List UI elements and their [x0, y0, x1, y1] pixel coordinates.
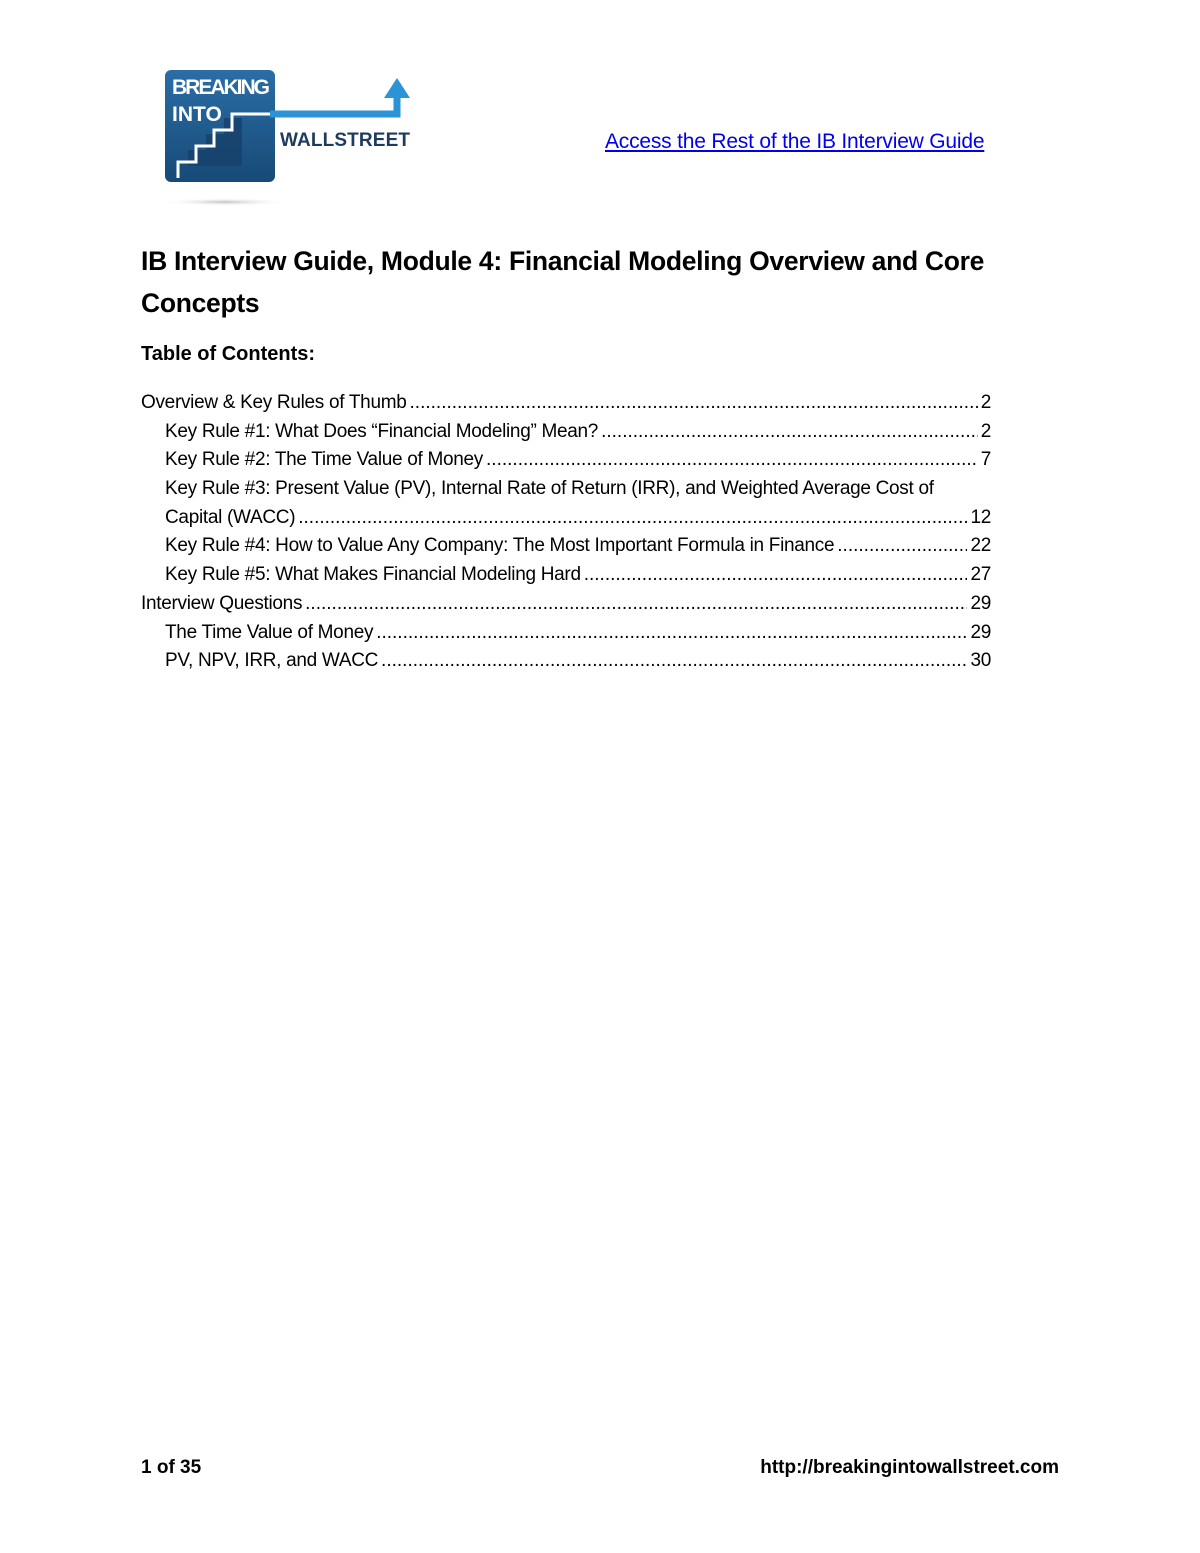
toc-entry-title-line2: Capital (WACC)	[165, 506, 296, 528]
toc-entry-title: Key Rule #1: What Does “Financial Modeling” Mean?	[165, 420, 599, 442]
toc-entry-page: 2	[980, 420, 991, 442]
toc-leader	[837, 535, 967, 557]
toc-entry-title: Key Rule #4: How to Value Any Company: The Most Important Formula in Finance	[165, 535, 835, 557]
toc-entry[interactable]	[141, 650, 991, 679]
toc-leader	[486, 449, 978, 471]
toc-entry-page: 22	[970, 535, 991, 557]
toc-entry-page: 12	[970, 506, 991, 528]
toc-entry-page: 29	[970, 592, 991, 614]
toc-entry-title-line1: Key Rule #3: Present Value (PV), Internal Rate of Return (IRR), and Weighted Average Cost of	[165, 478, 934, 500]
toc-entry-title: The Time Value of Money	[165, 621, 374, 643]
toc-entry-title: Key Rule #5: What Makes Financial Modeling Hard	[165, 564, 581, 586]
table-of-contents	[141, 392, 991, 679]
toc-entry[interactable]	[141, 421, 991, 450]
toc-entry[interactable]	[141, 564, 991, 593]
toc-entry-title: Key Rule #2: The Time Value of Money	[165, 449, 484, 471]
toc-heading: Table of Contents:	[141, 343, 316, 365]
logo-text-into: INTO	[172, 103, 222, 126]
toc-leader	[410, 392, 978, 414]
toc-entry[interactable]	[141, 593, 991, 622]
toc-entry[interactable]	[141, 449, 991, 478]
toc-leader	[584, 564, 968, 586]
footer-url[interactable]: http://breakingintowallstreet.com	[760, 1457, 1059, 1478]
toc-leader	[376, 622, 967, 644]
toc-entry-page: 27	[970, 564, 991, 586]
toc-entry-title: Interview Questions	[141, 592, 303, 614]
logo-text-wallstreet: WALLSTREET	[280, 130, 410, 151]
logo-text-breaking: BREAKING	[172, 76, 270, 99]
toc-entry-title: PV, NPV, IRR, and WACC	[165, 650, 379, 672]
toc-entry-page: 7	[980, 449, 991, 471]
toc-entry[interactable]	[141, 392, 991, 421]
toc-entry-page: 29	[970, 621, 991, 643]
toc-leader	[381, 650, 967, 672]
page-indicator: 1 of 35	[141, 1457, 202, 1478]
toc-entry-title: Overview & Key Rules of Thumb	[141, 392, 407, 413]
toc-entry[interactable]	[141, 622, 991, 651]
toc-entry-wrapped-line[interactable]	[141, 478, 991, 507]
toc-entry-page: 2	[980, 392, 991, 413]
toc-leader	[298, 507, 967, 529]
document-title: IB Interview Guide, Module 4: Financial Modeling Overview and Core Concepts	[141, 246, 985, 318]
toc-leader	[305, 593, 967, 615]
toc-entry-page: 30	[970, 650, 991, 672]
toc-leader	[601, 421, 978, 443]
toc-entry[interactable]	[141, 507, 991, 536]
company-logo	[160, 66, 430, 216]
toc-entry[interactable]	[141, 535, 991, 564]
access-guide-link[interactable]: Access the Rest of the IB Interview Guide	[605, 130, 985, 153]
